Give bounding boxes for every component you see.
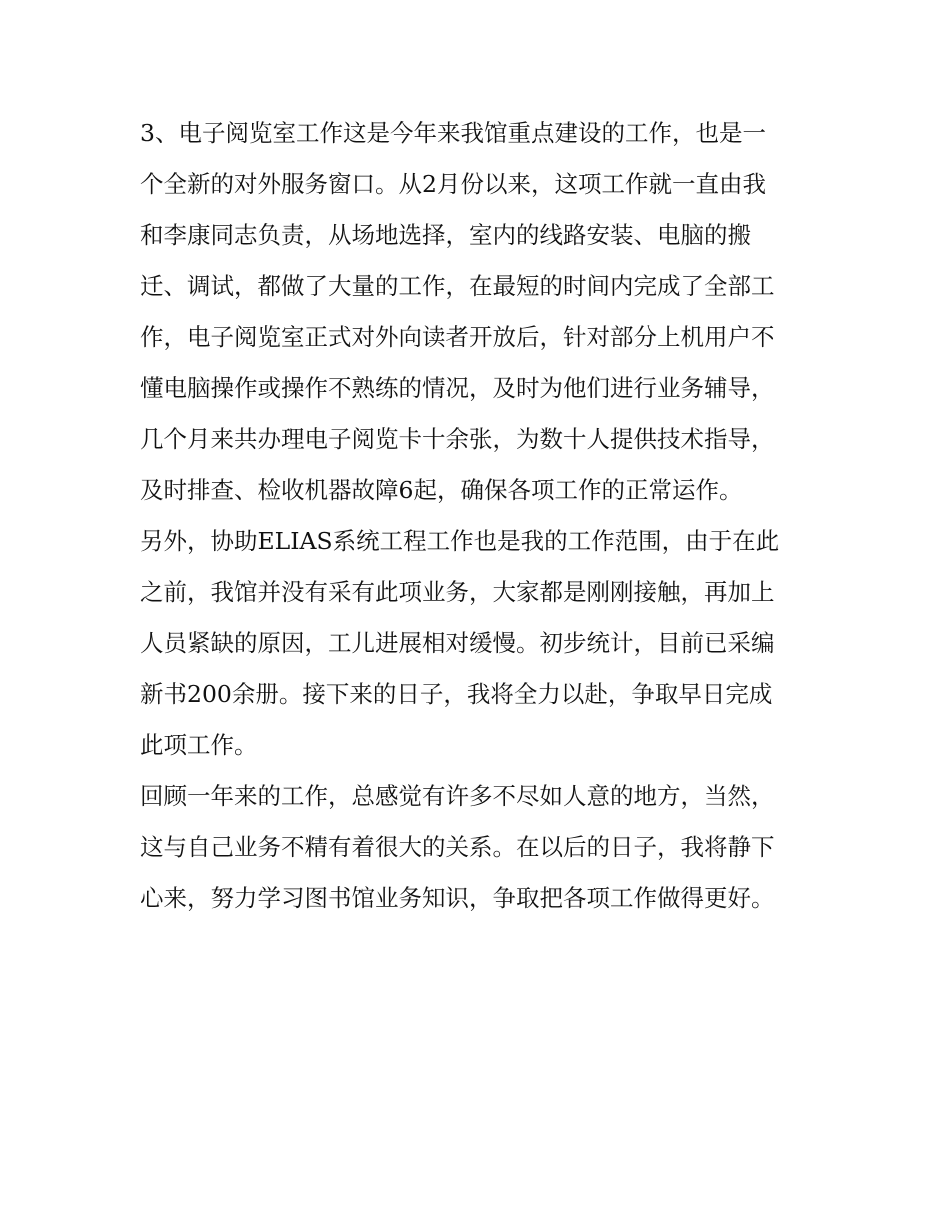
text-line: 之前，我馆并没有采有此项业务，大家都是刚刚接触，再加上 <box>140 578 775 606</box>
text-line: 回顾一年来的工作，总感觉有许多不尽如人意的地方，当然， <box>140 782 775 810</box>
text-line: 几个月来共办理电子阅览卡十余张，为数十人提供技术指导， <box>140 425 775 453</box>
document-body <box>140 108 830 924</box>
text-line: 这与自己业务不精有着很大的关系。在以后的日子，我将静下 <box>140 833 775 861</box>
text-line: 3、电子阅览室工作这是今年来我馆重点建设的工作，也是一 <box>140 119 766 147</box>
text-line: 懂电脑操作或操作不熟练的情况，及时为他们进行业务辅导， <box>140 374 775 402</box>
text-line: 人员紧缺的原因，工儿进展相对缓慢。初步统计，目前已采编 <box>140 629 775 657</box>
text-line: 另外，协助ELIAS系统工程工作也是我的工作范围，由于在此 <box>140 527 780 555</box>
text-line: 作，电子阅览室正式对外向读者开放后，针对部分上机用户不 <box>140 323 775 351</box>
text-line: 及时排查、检收机器故障6起，确保各项工作的正常运作。 <box>140 476 743 504</box>
text-line: 心来，努力学习图书馆业务知识，争取把各项工作做得更好。 <box>140 884 775 912</box>
text-line: 个全新的对外服务窗口。从2月份以来，这项工作就一直由我 <box>140 170 766 198</box>
text-line: 迁、调试，都做了大量的工作，在最短的时间内完成了全部工 <box>140 272 775 300</box>
text-line: 此项工作。 <box>140 731 258 759</box>
text-line: 和李康同志负责，从场地选择，室内的线路安装、电脑的搬 <box>140 221 751 249</box>
text-line: 新书200余册。接下来的日子，我将全力以赴，争取早日完成 <box>140 680 773 708</box>
